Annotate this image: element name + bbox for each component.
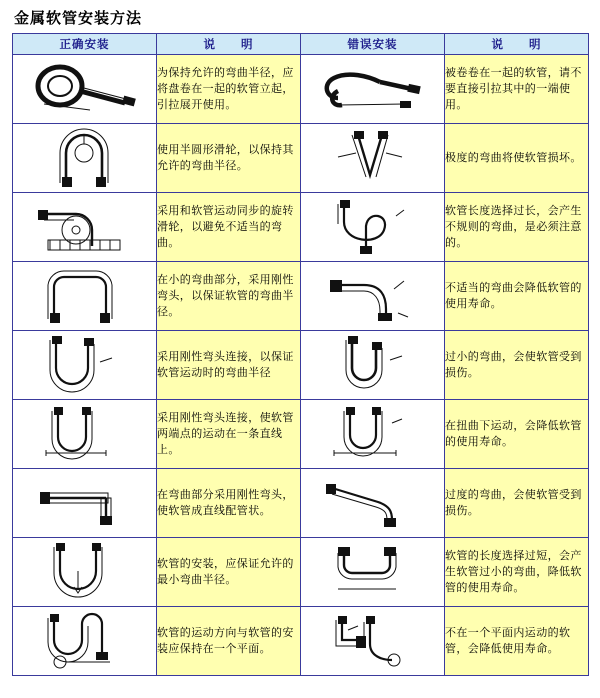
rigid-elbow-straight-piping-icon xyxy=(13,472,156,534)
note-cell-wrong: 软管的长度选择过短，会产生软管过小的弯曲，降低软管的使用寿命。 xyxy=(445,538,589,607)
column-header-correct-install: 正确安装 xyxy=(13,34,157,55)
rigid-elbow-connection-u-bend-icon xyxy=(13,334,156,396)
coiled-hose-standing-reel-icon xyxy=(13,58,156,120)
note-cell-wrong: 在扭曲下运动，会降低软管的使用寿命。 xyxy=(445,400,589,469)
note-cell-wrong: 被卷卷在一起的软管，请不要直接引拉其中的一端使用。 xyxy=(445,55,589,124)
note-cell-correct: 在小的弯曲部分，采用刚性弯头，以保证软管的弯曲半径。 xyxy=(157,262,301,331)
too-small-bend-radius-hook-icon xyxy=(301,334,444,396)
minimum-allowable-bend-radius-u-icon xyxy=(13,541,156,603)
note-cell-wrong: 不在一个平面内运动的软管，会降低使用寿命。 xyxy=(445,607,589,676)
motion-direction-same-plane-icon xyxy=(13,610,156,672)
improper-tight-bend-at-fitting-icon xyxy=(301,265,444,327)
figure-cell-wrong xyxy=(301,538,445,607)
hose-too-long-irregular-loop-icon xyxy=(301,196,444,258)
coiled-hose-pulled-flat-icon xyxy=(301,58,444,120)
table-row xyxy=(13,193,589,262)
figure-cell-wrong xyxy=(301,262,445,331)
table-header-row xyxy=(13,34,589,55)
figure-cell-correct xyxy=(13,469,157,538)
column-header-correct-note: 说 明 xyxy=(157,34,301,55)
motion-out-of-plane-icon xyxy=(301,610,444,672)
note-cell-wrong: 极度的弯曲将使软管损坏。 xyxy=(445,124,589,193)
page-title: 金属软管安装方法 xyxy=(14,9,143,27)
figure-cell-correct xyxy=(13,607,157,676)
table-row xyxy=(13,55,589,124)
hose-over-half-round-pulley-icon xyxy=(13,127,156,189)
table-row xyxy=(13,400,589,469)
hose-sharp-v-bend-icon xyxy=(301,127,444,189)
rigid-elbow-straight-line-endpoints-icon xyxy=(13,403,156,465)
figure-cell-correct xyxy=(13,400,157,469)
figure-cell-wrong xyxy=(301,124,445,193)
table-row xyxy=(13,124,589,193)
table-row xyxy=(13,607,589,676)
hose-twisted-u-motion-icon xyxy=(301,403,444,465)
note-cell-correct: 采用刚性弯头连接，使软管两端点的运动在一条直线上。 xyxy=(157,400,301,469)
figure-cell-wrong xyxy=(301,331,445,400)
figure-cell-wrong xyxy=(301,193,445,262)
figure-cell-correct xyxy=(13,538,157,607)
column-header-wrong-install: 错误安装 xyxy=(301,34,445,55)
hose-with-synchronized-rotating-pulley-icon xyxy=(13,196,156,258)
figure-cell-correct xyxy=(13,193,157,262)
note-cell-correct: 为保持允许的弯曲半径，应将盘卷在一起的软管立起，引拉展开使用。 xyxy=(157,55,301,124)
figure-cell-wrong xyxy=(301,55,445,124)
hose-too-short-tight-bend-icon xyxy=(301,541,444,603)
rigid-elbow-small-bend-section-icon xyxy=(13,265,156,327)
note-cell-correct: 软管的安装，应保证允许的最小弯曲半径。 xyxy=(157,538,301,607)
figure-cell-wrong xyxy=(301,400,445,469)
figure-cell-correct xyxy=(13,331,157,400)
column-header-wrong-note: 说 明 xyxy=(445,34,589,55)
note-cell-correct: 软管的运动方向与软管的安装应保持在一个平面。 xyxy=(157,607,301,676)
note-cell-correct: 使用半圆形滑轮，以保持其允许的弯曲半径。 xyxy=(157,124,301,193)
note-cell-wrong: 不适当的弯曲会降低软管的使用寿命。 xyxy=(445,262,589,331)
table-body xyxy=(13,55,589,676)
table-row xyxy=(13,331,589,400)
figure-cell-correct xyxy=(13,55,157,124)
figure-cell-correct xyxy=(13,262,157,331)
note-cell-correct: 采用刚性弯头连接，以保证软管运动时的弯曲半径 xyxy=(157,331,301,400)
note-cell-correct: 采用和软管运动同步的旋转滑轮，以避免不适当的弯曲。 xyxy=(157,193,301,262)
figure-cell-wrong xyxy=(301,469,445,538)
note-cell-wrong: 过度的弯曲，会使软管受到损伤。 xyxy=(445,469,589,538)
note-cell-correct: 在弯曲部分采用刚性弯头，使软管成直线配管状。 xyxy=(157,469,301,538)
excessive-bend-at-elbow-icon xyxy=(301,472,444,534)
figure-cell-wrong xyxy=(301,607,445,676)
table-row xyxy=(13,469,589,538)
note-cell-wrong: 过小的弯曲，会使软管受到损伤。 xyxy=(445,331,589,400)
figure-cell-correct xyxy=(13,124,157,193)
note-cell-wrong: 软管长度选择过长，会产生不规则的弯曲，是必须注意的。 xyxy=(445,193,589,262)
table-header xyxy=(13,34,589,55)
table-row xyxy=(13,262,589,331)
table-row xyxy=(13,538,589,607)
hose-installation-table xyxy=(12,33,589,676)
